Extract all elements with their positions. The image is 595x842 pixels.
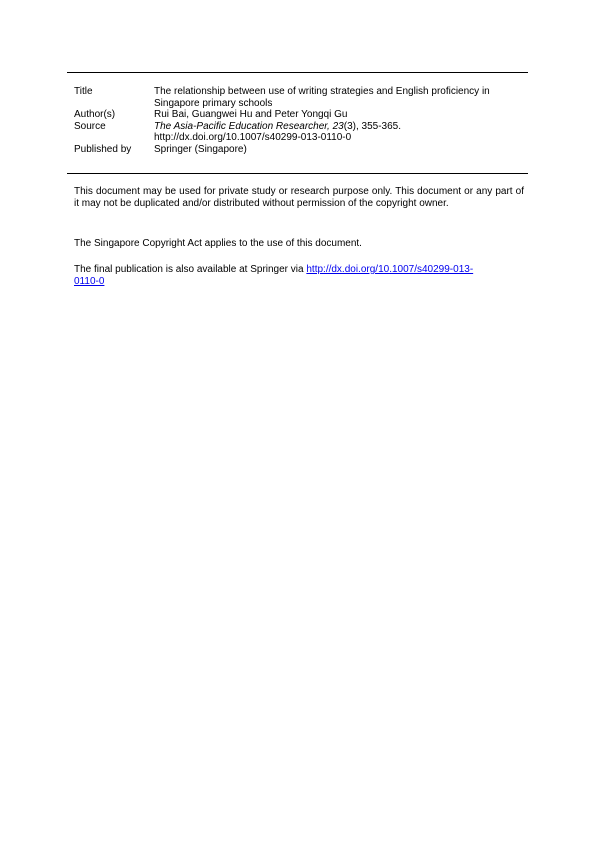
copyright-notice: The Singapore Copyright Act applies to the use of this document.	[74, 238, 362, 249]
published-row	[74, 144, 528, 156]
doi-link-line1: http://dx.doi.org/10.1007/s40299-013-	[306, 264, 474, 275]
published-value: Springer (Singapore)	[154, 143, 247, 155]
title-label: Title	[74, 86, 93, 97]
final-publication-prefix: The final publication is also available at Springer via	[74, 264, 307, 275]
source-value	[154, 121, 528, 144]
usage-notice: This document may be used for private study or research purpose only. This document or any part of it may not be duplicated and/or distributed without permission of the copyright owner.	[74, 186, 524, 209]
top-rule	[67, 72, 528, 73]
source-journal: The Asia-Pacific Education Researcher, 23	[154, 120, 344, 132]
title-value-line1: The relationship between use of writing strategies and English proficiency in	[154, 86, 490, 97]
source-label: Source	[74, 120, 106, 132]
authors-row	[74, 109, 528, 121]
citation-table	[74, 86, 528, 155]
title-value	[154, 86, 528, 109]
bottom-rule	[67, 173, 528, 174]
title-value-line2: Singapore primary schools	[154, 97, 273, 109]
published-label: Published by	[74, 143, 132, 155]
source-citation	[154, 121, 528, 133]
source-url: http://dx.doi.org/10.1007/s40299-013-0110-0	[154, 132, 352, 143]
source-issue-pages: (3), 355-365.	[343, 120, 401, 132]
authors-value: Rui Bai, Guangwei Hu and Peter Yongqi Gu	[154, 109, 348, 120]
source-row	[74, 121, 528, 144]
final-publication-notice	[74, 264, 524, 287]
doi-link-line2: 0110-0	[74, 275, 105, 287]
authors-label: Author(s)	[74, 109, 116, 120]
title-row	[74, 86, 528, 109]
